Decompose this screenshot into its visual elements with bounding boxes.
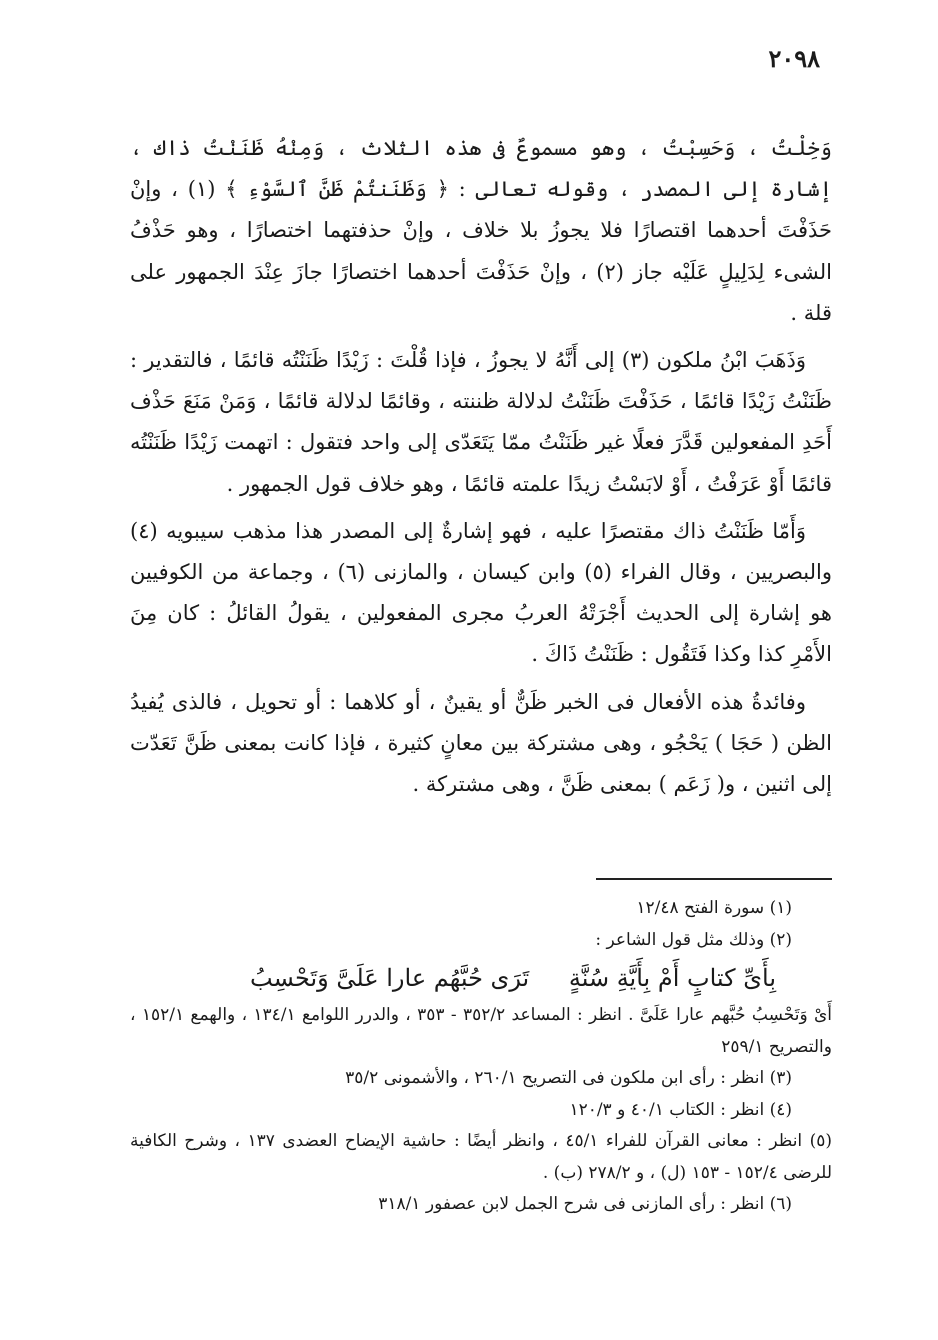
paragraph-1: وَخِلْتُ ، وَحَسِبْتُ ، وهو مسموعٌ فى هذه الثلاث ، وَمِنْهُ ظَنَنْتُ ذاك ، إشارة إلى المصدر ، وقوله تعالى : ﴿ وَظَنَنتُمْ ظَنَّ ٱلسَّوْءِ ﴾ (١) ، وإنْ حَذَفْتَ أحدهما اقتصارًا فلا يجوزُ بلا خلاف ، وإنْ حذفتهما اختصارًا ، وهو حَذْفُ الشىء لِدَلِيلٍ عَلَيْه جاز (٢) ، وإنْ حَذَفْتَ أحدهما اختصارًا جازَ عِنْدَ الجمهور على قلة . (130, 136, 833, 325)
verse-first-hemistich: بِأَىِّ كتابٍ أَمْ بِأَيَّةِ سُنَّةٍ (568, 964, 776, 992)
verse-second-hemistich: تَرَى حُبَّهُم عارا عَلَىَّ وَتَحْسِبُ (250, 964, 530, 992)
footnote-2-intro: (٢) وذلك مثل قول الشاعر : (595, 929, 792, 950)
footnote-3: (٣) انظر : رأى ابن ملكون فى التصريح ٢٦٠/١ ، والأشمونى ٣٥/٢ (345, 1068, 792, 1088)
paragraph-3: وَأَمّا ظَنَنْتُ ذاك مقتصرًا عليه ، فهو إشارةٌ إلى المصدر هذا مذهب سيبويه (٤) والبصريين ، وقال الفراء (٥) وابن كيسان ، والمازنى (٦) ، وجماعة من الكوفيين هو إشارة إلى الحديث أَجْرَتْهُ العربُ مجرى المفعولين ، يقولُ القائلُ : كان مِنَ الأَمْرِ كذا وكذا فَتَقُول : ظَنَنْتُ ذَاكَ . (130, 518, 832, 667)
footnotes (130, 893, 832, 1221)
footnote-6: (٦) انظر : رأى المازنى فى شرح الجمل لابن عصفور ٣١٨/١ (378, 1194, 792, 1214)
page-number: ٢٠٩٨ (768, 44, 820, 73)
paragraph-2: وَذَهَبَ ابْنُ ملكون (٣) إلى أَنَّهُ لا يجوزُ ، فإذا قُلْتَ : زَيْدًا ظَنَنْتُه قائمًا ، فالتقدير : ظَنَنْتُ زَيْدًا قائمًا ، حَذَفْتَ ظَنَنْتُ لدلالة ظننته ، وقائمًا لدلالة قائمًا ، وَمَنْ مَنَعَ حَذْف أَحَدِ المفعولين قَدَّرَ فعلًا غير ظَنَنْتُ ممّا يَتَعَدّى إلى واحد فتقول : اتهمت زَيْدًا ظَنَنْتُه قائمًا أَوْ عَرَفْتُ ، أَوْ لابَسْتُ زيدًا علمته قائمًا ، وهو خلاف قول الجمهور . (130, 348, 832, 496)
footnote-1: (١) سورة الفتح ١٢/٤٨ (636, 898, 792, 918)
main-text (130, 128, 832, 811)
poetry-verse (130, 956, 832, 1000)
footnote-2-source: أَىْ وَتَحْسِبُ حُبَّهم عارا عَلَىَّ . انظر : المساعد ٣٥٢/٢ - ٣٥٣ ، والدرر اللوامع ١٣٤/١ ، والهمع ١٥٢/١ ، والتصريح ٢٥٩/١ (130, 1005, 833, 1057)
paragraph-4: وفائدةُ هذه الأفعال فى الخبر ظَنٌّ أو يقينٌ ، أو كلاهما : أو تحويل ، فالذى يُفيدُ الظن ( حَجَا ) يَحْجُو ، وهى مشتركة بين معانٍ كثيرة ، فإذا كانت بمعنى ظَنَّ تَعَدّت إلى اثنين ، و( زَعَم ) بمعنى ظَنَّ ، وهى مشتركة . (130, 689, 832, 797)
footnote-divider (596, 878, 832, 880)
footnote-4: (٤) انظر : الكتاب ٤٠/١ و ١٢٠/٣ (569, 1099, 792, 1120)
footnote-5: (٥) انظر : معانى القرآن للفراء ٤٥/١ ، وانظر أيضًا : حاشية الإيضاح العضدى ١٣٧ ، وشرح الكافية للرضى ١٥٢/٤ - ١٥٣ (ل) ، و ٢٧٨/٢ (ب) . (130, 1131, 832, 1183)
